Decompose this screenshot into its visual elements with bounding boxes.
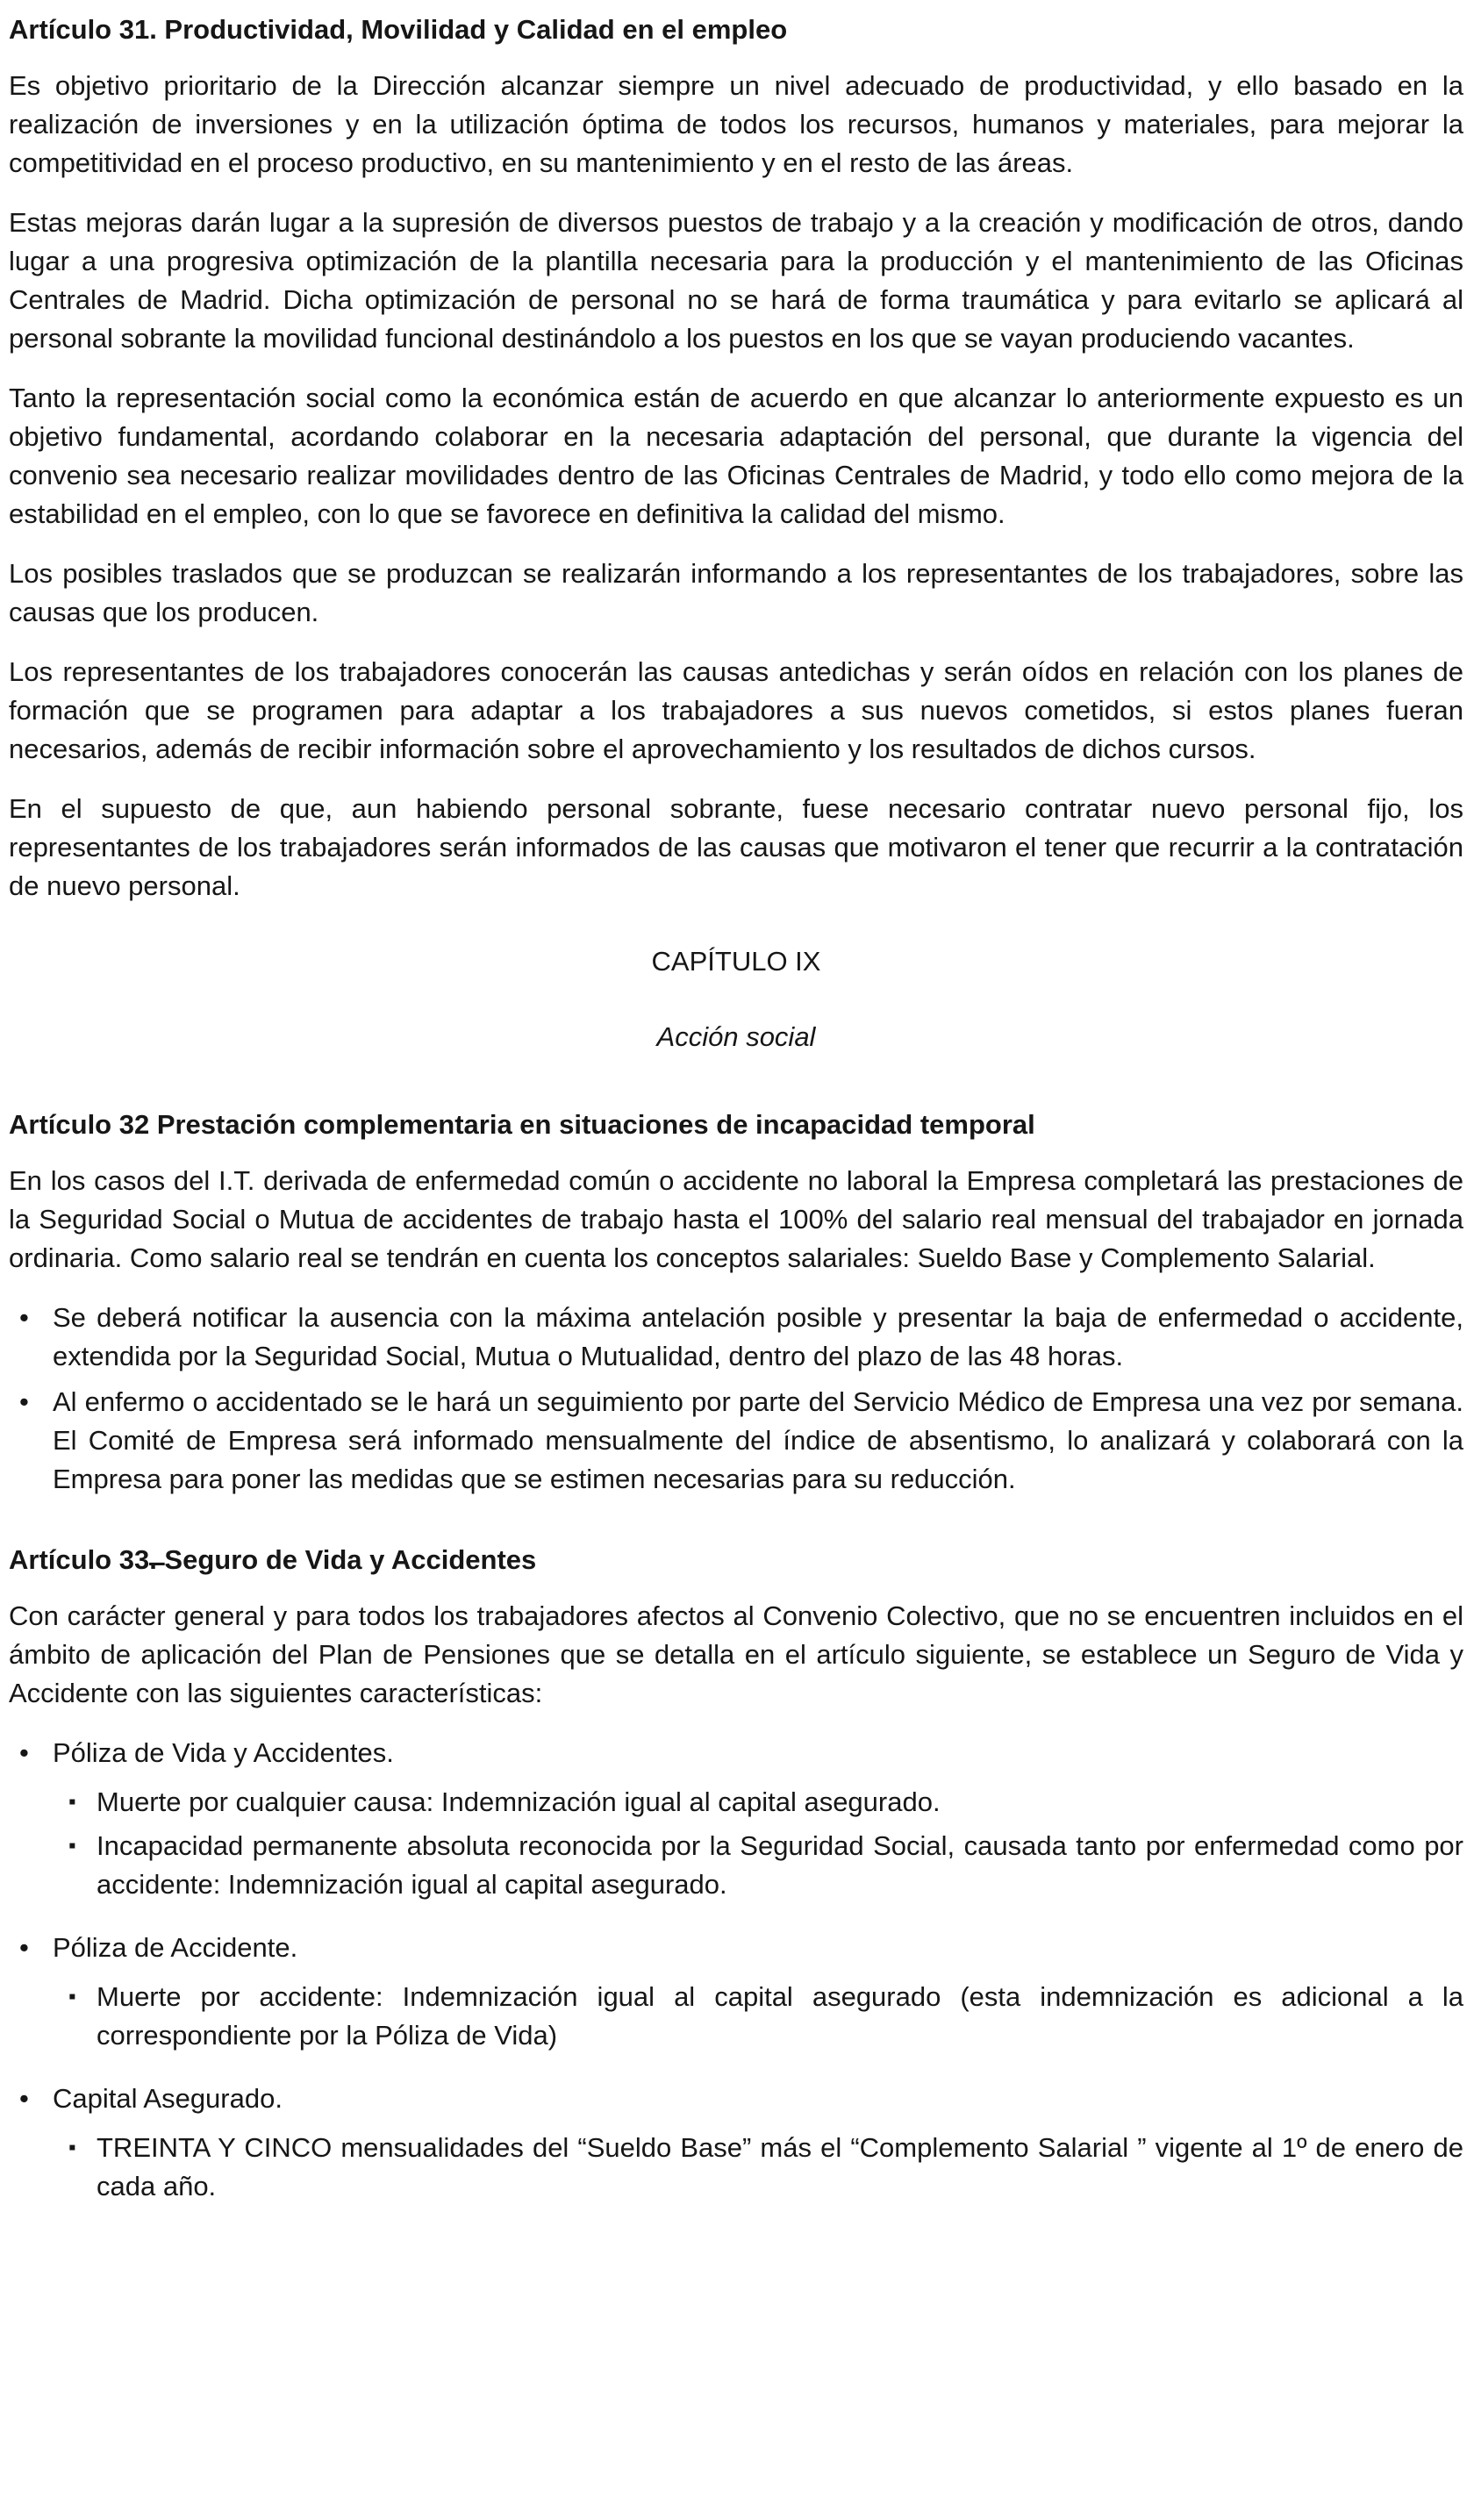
square-bullet-icon: ▪ — [68, 1985, 76, 2008]
sub-bullet-text: Muerte por cualquier causa: Indemnización igual al capital asegurado. — [97, 1786, 941, 1817]
bullet-item — [9, 2080, 1463, 2118]
article-31-heading: Artículo 31. Productividad, Movilidad y Calidad en el empleo — [9, 14, 788, 45]
article-33-heading: Artículo 33.̶ Seguro de Vida y Accidentes — [9, 1544, 537, 1575]
article-31-paragraph-1: Es objetivo prioritario de la Dirección alcanzar siempre un nivel adecuado de productividad, y ello basado en la realización de inversiones y en la utilización óptima de todos los recursos, humanos y materiales, para mejorar la competitividad en el proceso productivo, en su mantenimiento y en el resto de las áreas. — [9, 70, 1463, 178]
policy-group-vida — [9, 1734, 1463, 1904]
article-32-heading: Artículo 32 Prestación complementaria en situaciones de incapacidad temporal — [9, 1109, 1035, 1140]
article-32-intro: En los casos del I.T. derivada de enfermedad común o accidente no laboral la Empresa completará las prestaciones de la Seguridad Social o Mutua de accidentes de trabajo hasta el 100% del salario real mensual del trabajador en jornada ordinaria. Como salario real se tendrán en cuenta los conceptos salariales: Sueldo Base y Complemento Salarial. — [9, 1165, 1463, 1273]
sub-bullet-item — [56, 1783, 1463, 1822]
article-33-intro: Con carácter general y para todos los trabajadores afectos al Convenio Colectivo, que no se encuentren incluidos en el ámbito de aplicación del Plan de Pensiones que se detalla en el artículo siguiente, se establece un Seguro de Vida y Accidente con las siguientes características: — [9, 1600, 1463, 1708]
square-bullet-icon: ▪ — [68, 1834, 76, 1858]
article-31-paragraph-2: Estas mejoras darán lugar a la supresión de diversos puestos de trabajo y a la creación y modificación de otros, dando lugar a una progresiva optimización de la plantilla necesaria para la producción y el mantenimiento de las Oficinas Centrales de Madrid. Dicha optimización de personal no se hará de forma traumática y para evitarlo se aplicará al personal sobrante la movilidad funcional destinándolo a los puestos en los que se vayan produciendo vacantes. — [9, 207, 1463, 354]
bullet-item — [9, 1734, 1463, 1772]
sub-bullet-text: Incapacidad permanente absoluta reconocida por la Seguridad Social, causada tanto por enfermedad como por accidente: Indemnización igual al capital asegurado. — [97, 1830, 1463, 1900]
bullet-item — [9, 1299, 1463, 1376]
sub-bullet-item — [56, 2129, 1463, 2206]
chapter-block — [9, 942, 1463, 1056]
bullet-icon: • — [19, 1737, 29, 1768]
sub-bullet-text: Muerte por accidente: Indemnización igual al capital asegurado (esta indemnización es adicional a la correspondiente por la Póliza de Vida) — [97, 1981, 1463, 2051]
bullet-item — [9, 1929, 1463, 1967]
chapter-title: CAPÍTULO IX — [651, 946, 821, 977]
square-bullet-icon: ▪ — [68, 2136, 76, 2159]
chapter-subtitle: Acción social — [656, 1021, 816, 1052]
bullet-item — [9, 1383, 1463, 1499]
article-33-list — [9, 1734, 1463, 2206]
policy-group-capital — [9, 2080, 1463, 2206]
bullet-text: Capital Asegurado. — [53, 2083, 283, 2114]
bullet-text: Al enfermo o accidentado se le hará un seguimiento por parte del Servicio Médico de Empresa una vez por semana. El Comité de Empresa será informado mensualmente del índice de absentismo, lo analizará y colaborará con la Empresa para poner las medidas que se estimen necesarias para su reducción. — [53, 1386, 1463, 1494]
article-32-bullet-list — [9, 1299, 1463, 1499]
square-bullet-icon: ▪ — [68, 1790, 76, 1814]
sub-bullet-item — [56, 1827, 1463, 1904]
bullet-icon: • — [19, 1302, 29, 1333]
bullet-icon: • — [19, 2083, 29, 2114]
sub-bullet-item — [56, 1978, 1463, 2055]
bullet-text: Póliza de Vida y Accidentes. — [53, 1737, 394, 1768]
bullet-icon: • — [19, 1386, 29, 1417]
article-31-paragraph-3: Tanto la representación social como la económica están de acuerdo en que alcanzar lo anteriormente expuesto es un objetivo fundamental, acordando colaborar en la necesaria adaptación del personal, que durante la vigencia del convenio sea necesario realizar movilidades dentro de las Oficinas Centrales de Madrid, y todo ello como mejora de la estabilidad en el empleo, con lo que se favorece en definitiva la calidad del mismo. — [9, 383, 1463, 529]
bullet-text: Se deberá notificar la ausencia con la máxima antelación posible y presentar la baja de enfermedad o accidente, extendida por la Seguridad Social, Mutua o Mutualidad, dentro del plazo de las 48 horas. — [53, 1302, 1463, 1371]
article-31-paragraph-6: En el supuesto de que, aun habiendo personal sobrante, fuese necesario contratar nuevo personal fijo, los representantes de los trabajadores serán informados de las causas que motivaron el tener que recurrir a la contratación de nuevo personal. — [9, 793, 1463, 901]
bullet-text: Póliza de Accidente. — [53, 1932, 298, 1963]
article-31-paragraph-5: Los representantes de los trabajadores conocerán las causas antedichas y serán oídos en relación con los planes de formación que se programen para adaptar a los trabajadores a sus nuevos cometidos, si estos planes fueran necesarios, además de recibir información sobre el aprovechamiento y los resultados de dichos cursos. — [9, 656, 1463, 764]
sub-bullet-text: TREINTA Y CINCO mensualidades del “Sueldo Base” más el “Complemento Salarial ” vigente al 1º de enero de cada año. — [97, 2132, 1463, 2201]
bullet-icon: • — [19, 1932, 29, 1963]
policy-group-accidente — [9, 1929, 1463, 2055]
article-31-paragraph-4: Los posibles traslados que se produzcan se realizarán informando a los representantes de los trabajadores, sobre las causas que los producen. — [9, 558, 1463, 627]
